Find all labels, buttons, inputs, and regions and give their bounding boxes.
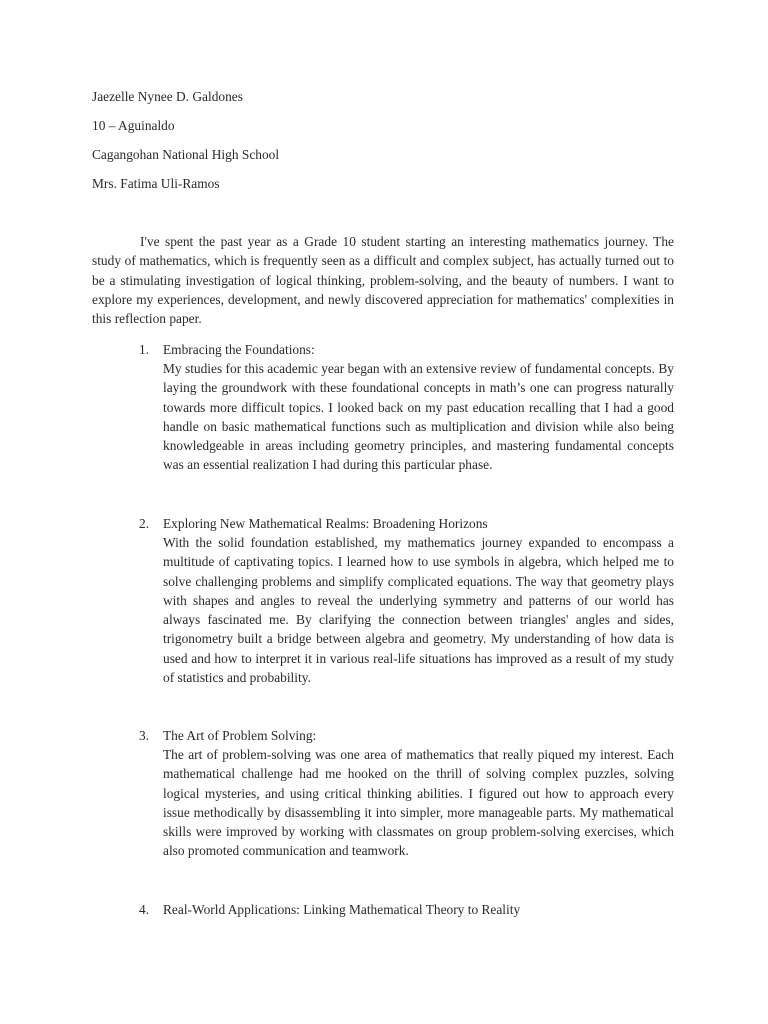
- list-item-number: 2.: [139, 516, 150, 531]
- list-item-heading: Exploring New Mathematical Realms: Broadening Horizons: [163, 516, 488, 531]
- list-item-body: My studies for this academic year began with an extensive review of fundamental concepts. By laying the groundwork with these foundational concepts in math’s one can progress naturally towards more difficult topics. I looked back on my past education recalling that I had a good handle on basic mathematical functions such as multiplication and division while also being knowledgeable in areas including geometry principles, and mastering fundamental concepts was an essential realization I had during this particular phase.: [163, 361, 674, 473]
- list-item-body: The art of problem-solving was one area of mathematics that really piqued my interest. Each mathematical challenge had me hooked on the thrill of solving complex puzzles, solving logical mysteries, and using critical thinking abilities. I figured out how to approach every issue methodically by disassembling it into simpler, more manageable parts. My mathematical skills were improved by working with classmates on group problem-solving exercises, which also promoted communication and teamwork.: [163, 747, 674, 859]
- student-name: Jaezelle Nynee D. Galdones: [92, 89, 243, 104]
- teacher-name: Mrs. Fatima Uli-Ramos: [92, 176, 220, 191]
- list-item-body: With the solid foundation established, my mathematics journey expanded to encompass a multitude of captivating topics. I learned how to use symbols in algebra, which helped me to solve challenging problems and simplify complicated equations. The way that geometry plays with shapes and angles to reveal the underlying symmetry and patterns of our world has always fascinated me. By clarifying the connection between triangles' angles and sides, trigonometry built a bridge between algebra and geometry. My understanding of how data is used and how to interpret it in various real-life situations has improved as a result of my study of statistics and probability.: [163, 535, 674, 686]
- intro-paragraph: I've spent the past year as a Grade 10 student starting an interesting mathematics journey. The study of mathematics, which is frequently seen as a difficult and complex subject, has actually turned out to be a stimulating investigation of logical thinking, problem-solving, and the beauty of numbers. I want to explore my experiences, development, and newly discovered appreciation for mathematics' complexities in this reflection paper.: [92, 234, 674, 327]
- school-name: Cagangohan National High School: [92, 147, 280, 162]
- list-item-number: 3.: [139, 728, 150, 743]
- grade-section: 10 – Aguinaldo: [92, 118, 175, 133]
- list-item-heading: Real-World Applications: Linking Mathematical Theory to Reality: [163, 902, 521, 917]
- list-item-heading: Embracing the Foundations:: [163, 342, 315, 357]
- list-item-heading: The Art of Problem Solving:: [163, 728, 317, 743]
- list-item-number: 4.: [139, 902, 150, 917]
- list-item-number: 1.: [139, 342, 150, 357]
